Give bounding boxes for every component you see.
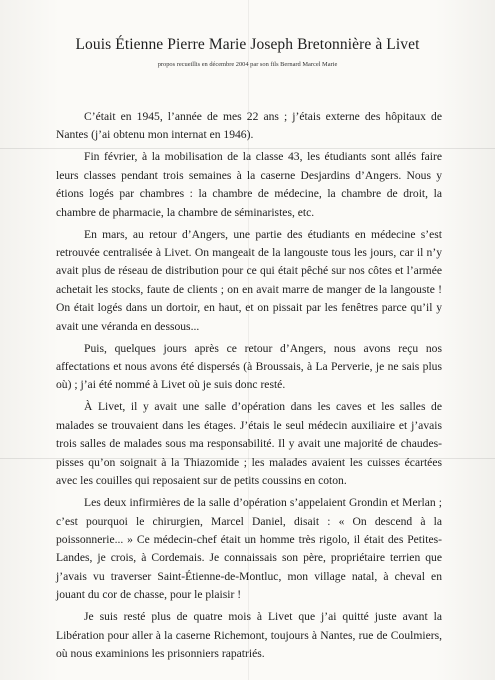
paragraph-6: Les deux infirmières de la salle d’opération s’appelaient Grondin et Merlan ; c’est pourquoi le chirurgien, Marcel Daniel, disait : « On descend à la poissonnerie... » Ce médecin-chef était un homme très rigolo, il était des Petites-Landes, je crois, à Cordemais. Je connaissais son père, propriétaire terrien que j’avais vu traverser Saint-Étienne-de-Montluc, mon village natal, à cheval en jouant du cor de chasse, pour le plaisir ! — [56, 496, 442, 602]
paragraph-1: C’était en 1945, l’année de mes 22 ans ; j’étais externe des hôpitaux de Nantes (j’ai obtenu mon internat en 1946). — [56, 110, 442, 142]
document-body — [56, 108, 442, 667]
paragraph-4: Puis, quelques jours après ce retour d’Angers, nous avons reçu nos affectations et nous avons été dispersés (à Broussais, à La Perverie, je ne sais plus où) ; j’ai été nommé à Livet où je suis donc resté. — [56, 341, 442, 392]
document-subtitle: propos recueillis en décembre 2004 par son fils Bernard Marcel Marie — [157, 61, 338, 68]
paragraph-5: À Livet, il y avait une salle d’opération dans les caves et les salles de malades se trouvaient dans les étages. J’étais le seul médecin auxiliaire et j’avais trois salles de malades sous ma responsabilité. Il y avait une majorité de chaudes-pisses qu’on soignait à la Thiazomide ; les malades avaient les cuisses écartées avec les couilles qui reposaient sur de petits coussins en coton. — [56, 400, 442, 488]
paragraph-7: Je suis resté plus de quatre mois à Livet que j’ai quitté juste avant la Libération pour aller à la caserne Richemont, toujours à Nantes, rue de Coulmiers, où nous examinions les prisonniers rapatriés. — [56, 610, 442, 660]
paragraph-2: Fin février, à la mobilisation de la classe 43, les étudiants sont allés faire leurs classes pendant trois semaines à la caserne Desjardins d’Angers. Nous y étions logés par chambres : la chambre de médecine, la chambre de droit, la chambre de pharmacie, la chambre de séminaristes, etc. — [56, 150, 442, 219]
document-title: Louis Étienne Pierre Marie Joseph Bretonnière à Livet — [75, 36, 420, 53]
paragraph-3: En mars, au retour d’Angers, une partie des étudiants en médecine s’est retrouvée centralisée à Livet. On mangeait de la langouste tous les jours, car il n’y avait plus de réseau de distribution pour ce qui était pêché sur nos côtes et l’armée achetait les stocks, faute de clients ; on en avait marre de manger de la langouste ! On était logés dans un dortoir, en haut, et on pissait par les fenêtres parce qu’il y avait une véranda en dessous... — [56, 227, 442, 333]
